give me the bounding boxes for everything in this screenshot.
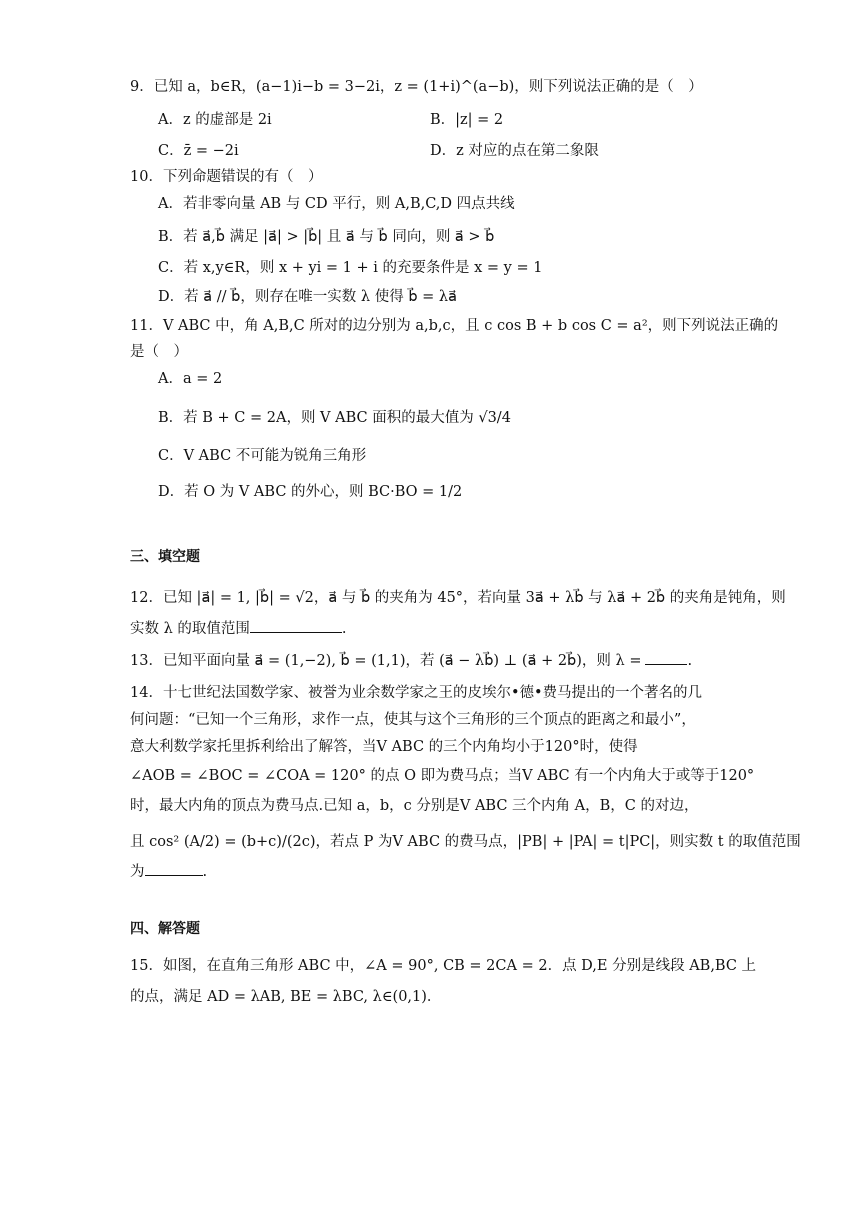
q15-line2: 的点，满足 AD = λAB, BE = λBC, λ∈(0,1)． <box>130 989 442 1005</box>
q13-line <box>130 650 692 671</box>
q11-option-a: A．a = 2 <box>158 371 223 387</box>
q9-option-d: D．z 对应的点在第二象限 <box>430 143 599 159</box>
section-heading-fill-in: 三、填空题 <box>130 549 200 565</box>
q15-line1: 15．如图，在直角三角形 ABC 中，∠A = 90°, CB = 2CA = 2．点 D,E 分别是线段 AB,BC 上 <box>130 958 757 974</box>
q13-end: . <box>687 653 693 669</box>
q12-line1: 12．已知 |a⃗| = 1, |b⃗| = √2，a⃗ 与 b⃗ 的夹角为 45°，若向量 3a⃗ + λb⃗ 与 λa⃗ + 2b⃗ 的夹角是钝角，则 <box>130 590 786 606</box>
q14-line7 <box>130 861 207 882</box>
q10-option-c: C．若 x,y∈R，则 x + yi = 1 + i 的充要条件是 x = y = 1 <box>158 260 543 276</box>
q14-line6: 且 cos² (A/2) = (b+c)/(2c)，若点 P 为V ABC 的费马点，|PB| + |PA| = t|PC|，则实数 t 的取值范围 <box>130 834 801 850</box>
q10-option-d: D．若 a⃗ // b⃗，则存在唯一实数 λ 使得 b⃗ = λa⃗ <box>158 289 457 305</box>
q12-answer-blank[interactable] <box>250 618 342 633</box>
q12-line2 <box>130 618 347 639</box>
q9-option-b: B．|z| = 2 <box>430 112 504 128</box>
q14-line7-text: 为 <box>130 864 145 880</box>
q9-stem: 9．已知 a，b∈R，(a−1)i−b = 3−2i，z = (1+i)^(a−b)，则下列说法正确的是（ ） <box>130 79 703 95</box>
q11-stem-line1: 11．V ABC 中，角 A,B,C 所对的边分别为 a,b,c，且 c cos B + b cos C = a²，则下列说法正确的 <box>130 318 779 334</box>
q14-line4: ∠AOB = ∠BOC = ∠COA = 120° 的点 O 即为费马点；当V ABC 有一个内角大于或等于120° <box>130 768 755 784</box>
q11-option-b: B．若 B + C = 2A，则 V ABC 面积的最大值为 √3/4 <box>158 410 511 426</box>
q14-line3: 意大利数学家托里拆利给出了解答，当V ABC 的三个内角均小于120°时，使得 <box>130 739 638 755</box>
q13-answer-blank[interactable] <box>645 650 687 665</box>
q14-line7-end: . <box>202 864 208 880</box>
q12-line2-text: 实数 λ 的取值范围 <box>130 621 250 637</box>
q10-option-a: A．若非零向量 AB 与 CD 平行，则 A,B,C,D 四点共线 <box>158 196 515 212</box>
q11-stem-line2: 是（ ） <box>130 344 188 360</box>
q12-line2-end: . <box>341 621 347 637</box>
q14-line2: 何问题：“已知一个三角形，求作一点，使其与这个三角形的三个顶点的距离之和最小”， <box>130 712 696 728</box>
q14-answer-blank[interactable] <box>145 861 203 876</box>
q11-option-c: C．V ABC 不可能为锐角三角形 <box>158 448 367 464</box>
q10-stem: 10．下列命题错误的有（ ） <box>130 169 323 185</box>
section-heading-solutions: 四、解答题 <box>130 921 200 937</box>
q14-line1: 14．十七世纪法国数学家、被誉为业余数学家之王的皮埃尔•德•费马提出的一个著名的几 <box>130 685 703 701</box>
q9-option-c: C．z̄ = −2i <box>158 143 239 159</box>
q14-line5: 时，最大内角的顶点为费马点.已知 a，b，c 分别是V ABC 三个内角 A，B，C 的对边， <box>130 798 699 814</box>
q9-option-a: A．z 的虚部是 2i <box>158 112 272 128</box>
q11-option-d: D．若 O 为 V ABC 的外心，则 BC·BO = 1/2 <box>158 484 463 500</box>
q13-text: 13．已知平面向量 a⃗ = (1,−2), b⃗ = (1,1)，若 (a⃗ − λb⃗) ⊥ (a⃗ + 2b⃗)，则 λ = <box>130 653 642 669</box>
q10-option-b: B．若 a⃗,b⃗ 满足 |a⃗| > |b⃗| 且 a⃗ 与 b⃗ 同向，则 a⃗ > b⃗ <box>158 229 495 245</box>
